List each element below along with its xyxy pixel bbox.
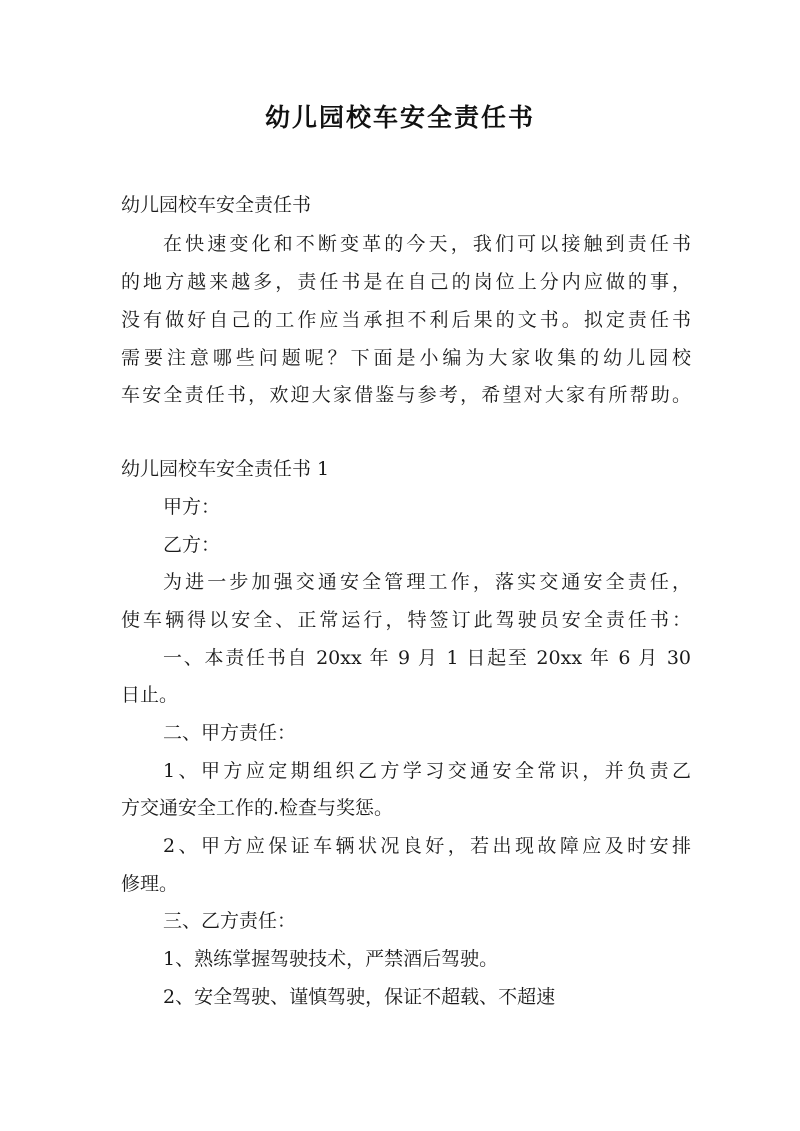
intro-line-4: 需要注意哪些问题呢？下面是小编为大家收集的幼儿园校: [121, 347, 691, 369]
clause2-heading: 二、甲方责任：: [163, 722, 297, 744]
intro-line-2: 的地方越来越多，责任书是在自己的岗位上分内应做的事，: [121, 271, 691, 293]
party-a-label: 甲方：: [163, 496, 221, 518]
party-b-label: 乙方：: [163, 534, 221, 556]
clause3-item2: 2、安全驾驶、谨慎驾驶，保证不超载、不超速: [163, 986, 556, 1008]
intro-line-1: 在快速变化和不断变革的今天，我们可以接触到责任书: [163, 233, 691, 255]
section-heading: 幼儿园校车安全责任书 1: [121, 458, 330, 480]
clause1-line-2: 日止。: [121, 684, 179, 706]
document-title: 幼儿园校车安全责任书: [264, 103, 535, 132]
intro-line-3: 没有做好自己的工作应当承担不利后果的文书。拟定责任书: [121, 309, 691, 331]
clause2-item1-line-1: 1、甲方应定期组织乙方学习交通安全常识，并负责乙: [163, 760, 691, 782]
clause2-item1-line-2: 方交通安全工作的.检查与奖惩。: [121, 797, 394, 819]
clause2-item2-line-1: 2、甲方应保证车辆状况良好，若出现故障应及时安排: [163, 835, 691, 857]
clause1-line-1: 一、本责任书自 20xx 年 9 月 1 日起至 20xx 年 6 月 30: [163, 647, 691, 669]
purpose-line-1: 为进一步加强交通安全管理工作，落实交通安全责任，: [163, 571, 691, 593]
clause2-item2-line-2: 修理。: [121, 873, 179, 895]
clause3-item1: 1、熟练掌握驾驶技术，严禁酒后驾驶。: [163, 948, 499, 970]
purpose-line-2: 使车辆得以安全、正常运行，特签订此驾驶员安全责任书：: [121, 609, 691, 631]
clause3-heading: 三、乙方责任：: [163, 910, 297, 932]
document-subtitle: 幼儿园校车安全责任书: [121, 194, 312, 216]
intro-line-5: 车安全责任书，欢迎大家借鉴与参考，希望对大家有所帮助。: [121, 384, 691, 406]
